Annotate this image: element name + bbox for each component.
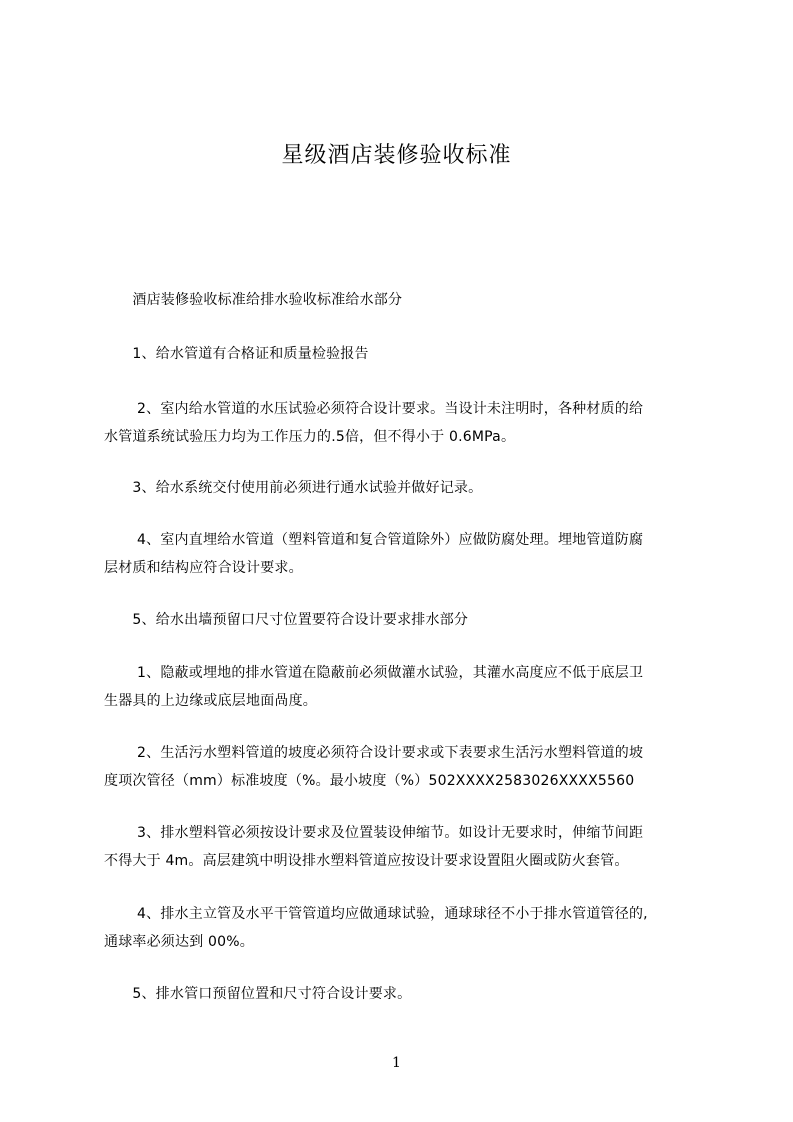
paragraph-intro (104, 286, 704, 314)
paragraph-drainage-4 (104, 900, 704, 956)
paragraph-water-supply-4 (104, 526, 704, 582)
paragraph-line: 2、室内给水管道的水压试验必须符合设计要求。当设计未注明时，各种材质的给 (104, 401, 644, 417)
paragraph-water-supply-1 (104, 340, 704, 368)
paragraph-line: 5、给水出墙预留口尺寸位置要符合设计要求排水部分 (104, 612, 469, 628)
page-number: 1 (392, 1055, 401, 1071)
paragraph-line: 1、给水管道有合格证和质量检验报告 (104, 346, 369, 362)
paragraph-water-supply-2 (104, 395, 704, 451)
paragraph-line: 层材质和结构应符合设计要求。 (104, 560, 303, 576)
paragraph-line: 通球率必须达到 00%。 (104, 934, 254, 950)
paragraph-line: 生器具的上边缘或底层地面咼度。 (104, 693, 317, 709)
paragraph-water-supply-5 (104, 606, 704, 634)
paragraph-drainage-2 (104, 739, 704, 795)
paragraph-line: 2、生活污水塑料管道的坡度必须符合设计要求或下表要求生活污水塑料管道的坡 (104, 745, 644, 761)
paragraph-line: 3、排水塑料管必须按设计要求及位置装设伸缩节。如设计无要求时，伸缩节间距 (104, 825, 644, 841)
paragraph-line: 4、室内直埋给水管道（塑料管道和复合管道除外）应做防腐处理。埋地管道防腐 (104, 532, 644, 548)
paragraph-line: 酒店装修验收标准给排水验收标准给水部分 (104, 292, 403, 308)
paragraph-line: 不得大于 4m。高层建筑中明设排水塑料管道应按设计要求设置阻火圈或防火套管。 (104, 853, 629, 869)
document-title: 星级酒店装修验收标准 (281, 143, 512, 168)
paragraph-drainage-3 (104, 819, 704, 875)
paragraph-drainage-5 (104, 980, 704, 1008)
paragraph-line: 4、排水主立管及水平干管管道均应做通球试验，通球球径不小于排水管道管径的, (104, 906, 648, 922)
paragraph-line: 水管道系统试验压力均为工作压力的.5倍，但不得小于 0.6MPa。 (104, 429, 516, 445)
paragraph-line: 3、给水系统交付使用前必须进行通水试验并做好记录。 (104, 480, 483, 496)
paragraph-line: 5、排水管口预留位置和尺寸符合设计要求。 (104, 986, 412, 1002)
paragraph-line: 1、隐蔽或埋地的排水管道在隐蔽前必须做灌水试验，其灌水高度应不低于底层卫 (104, 665, 644, 681)
paragraph-line: 度项次管径（mm）标准坡度（%。最小坡度（%）502XXXX2583026XXXX5560 (104, 773, 635, 789)
paragraph-water-supply-3 (104, 474, 704, 502)
paragraph-drainage-1 (104, 659, 704, 715)
